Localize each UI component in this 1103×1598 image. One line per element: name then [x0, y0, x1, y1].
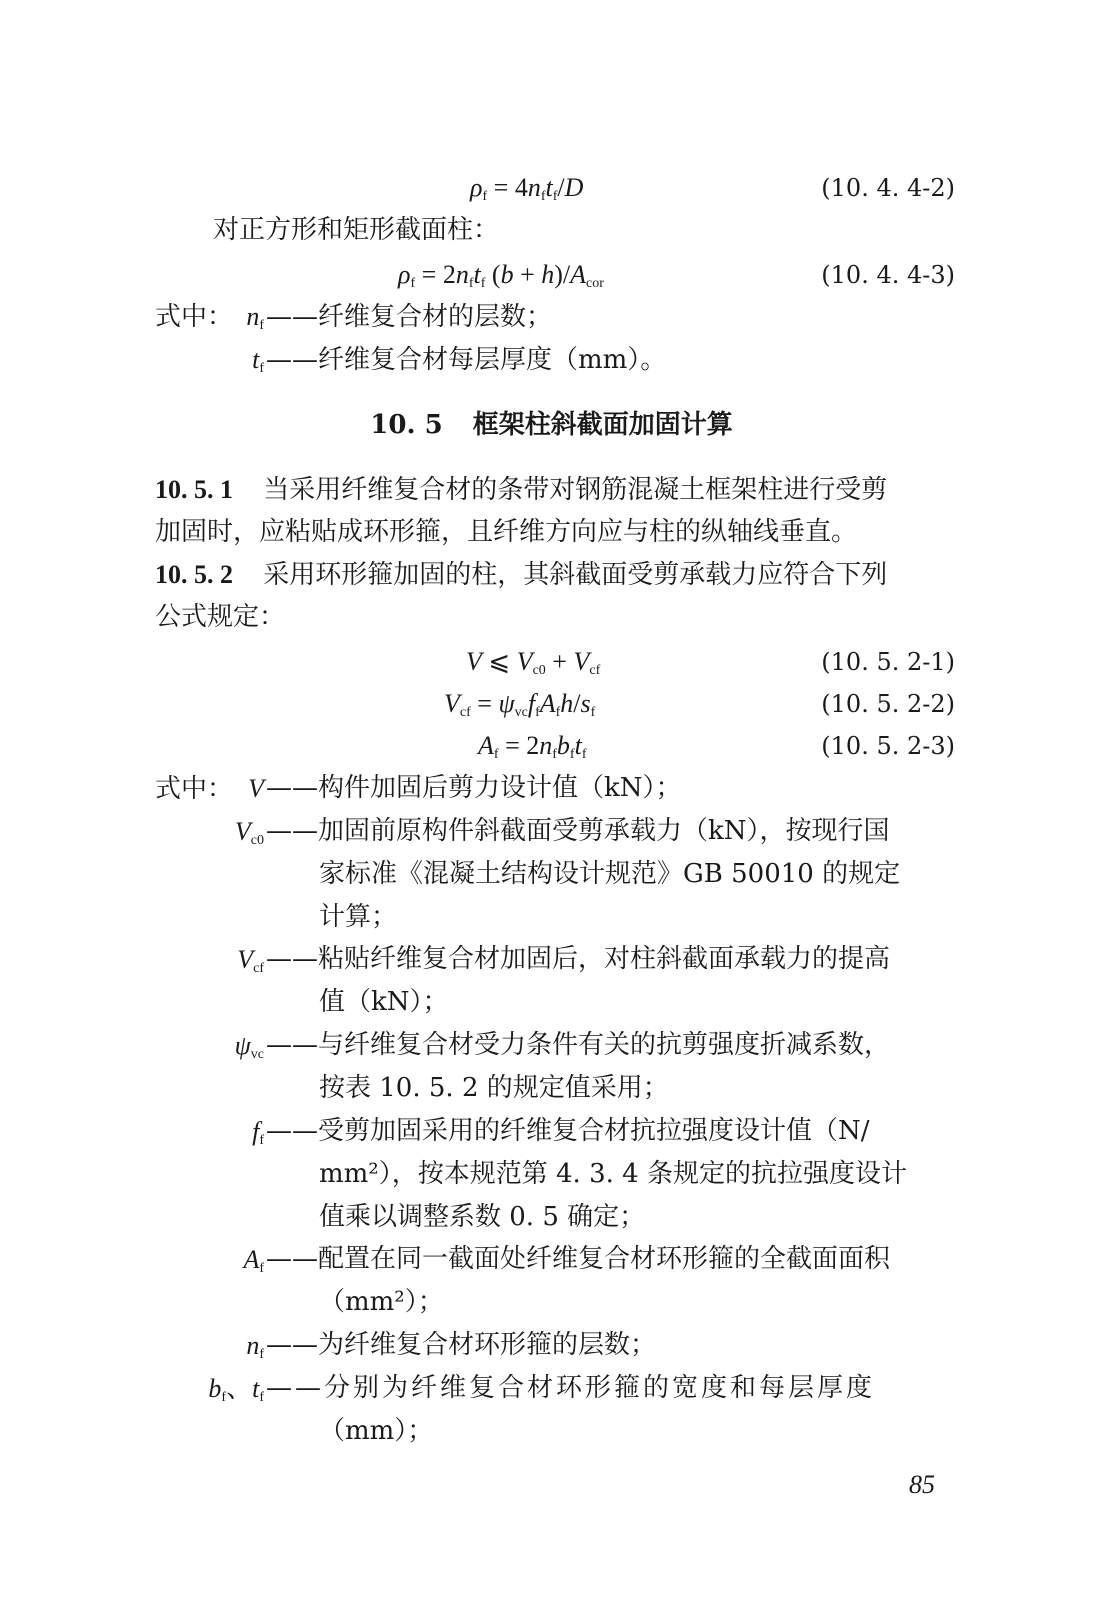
symbol-nf: $n_f$	[246, 1331, 264, 1362]
clause-10-5-2	[155, 555, 887, 595]
formula-10-5-2-1: V ⩽ $V_{c0} + V_{cf}$	[466, 647, 601, 678]
section-number: 10. 5	[370, 410, 443, 440]
symbol-description: ——粘贴纤维复合材加固后，对柱斜截面承载力的提高 值（kN）；	[266, 944, 891, 1017]
formula-10-5-2-3: $A_f = 2n_fb_ft_f$	[478, 731, 587, 762]
symbol-description: ——纤维复合材每层厚度（mm）。	[266, 345, 667, 375]
symbol-description: ——受剪加固采用的纤维复合材抗拉强度设计值（N/ mm²），按本规范第 4. 3. 4 条规定的抗拉强度设计 值乘以调整系数 0. 5 确定；	[266, 1116, 907, 1232]
equation-number: (10. 4. 4-3)	[821, 261, 955, 289]
clause-id: 10. 5. 1	[155, 475, 233, 504]
equation-number: (10. 5. 2-1)	[821, 648, 955, 676]
section-heading	[0, 405, 1103, 445]
clause-text: 当采用纤维复合材的条带对钢筋混凝土框架柱进行受剪	[263, 475, 888, 505]
section-title: 框架柱斜截面加固计算	[472, 410, 733, 440]
symbol-description: ——加固前原构件斜截面受剪承载力（kN），按现行国 家标准《混凝土结构设计规范》GB 50010 的规定 计算；	[266, 816, 901, 932]
symbol-Vcf: $V_{cf}$	[237, 945, 264, 976]
where-lead: 式中：	[155, 302, 234, 332]
symbol-Vc0: $V_{c0}$	[234, 817, 264, 848]
formula-intro: 对正方形和矩形截面柱：	[213, 215, 500, 245]
equation-number: (10. 4. 4-2)	[821, 174, 955, 202]
symbol-bf-tf: $b_f$、$t_f$	[208, 1374, 264, 1405]
symbol-ff: $f_f$	[252, 1117, 264, 1148]
symbol-description: ——分别为纤维复合材环形箍的宽度和每层厚度 （mm）；	[266, 1373, 876, 1446]
clause-text: 公式规定：	[155, 602, 286, 632]
symbol-V: V	[248, 774, 264, 803]
clause-10-5-1	[155, 470, 887, 510]
symbol-description: ——构件加固后剪力设计值（kN）；	[266, 773, 682, 803]
clause-id: 10. 5. 2	[155, 560, 233, 589]
equation-number: (10. 5. 2-3)	[821, 732, 955, 760]
where-lead: 式中：	[155, 774, 234, 804]
equation-number: (10. 5. 2-2)	[821, 690, 955, 718]
symbol-psi-vc: $\psi_{vc}$	[234, 1031, 264, 1062]
formula-10-5-2-2: $V_{cf} = \psi_{vc}f_fA_fh/s_f$	[444, 689, 596, 720]
symbol-tf: $t_f$	[252, 345, 264, 376]
formula-10-4-4-2: $\rho_f = 4n_ft_f/D$	[470, 173, 584, 204]
symbol-description: ——配置在同一截面处纤维复合材环形箍的全截面面积 （mm²）；	[266, 1244, 891, 1317]
symbol-Af: $A_f$	[243, 1245, 264, 1276]
symbol-description: ——纤维复合材的层数；	[266, 302, 553, 332]
clause-text: 加固时，应粘贴成环形箍，且纤维方向应与柱的纵轴线垂直。	[155, 517, 858, 547]
clause-text: 采用环形箍加固的柱，其斜截面受剪承载力应符合下列	[263, 560, 888, 590]
symbol-description: ——与纤维复合材受力条件有关的抗剪强度折减系数， 按表 10. 5. 2 的规定值采用；	[266, 1030, 891, 1103]
formula-10-4-4-3: $\rho_f = 2n_ft_f$ $(b + h)/A_{cor}$	[398, 260, 604, 291]
symbol-description: ——为纤维复合材环形箍的层数；	[266, 1330, 657, 1360]
symbol-nf: $n_f$	[246, 302, 264, 333]
page-number: 85	[909, 1470, 935, 1499]
